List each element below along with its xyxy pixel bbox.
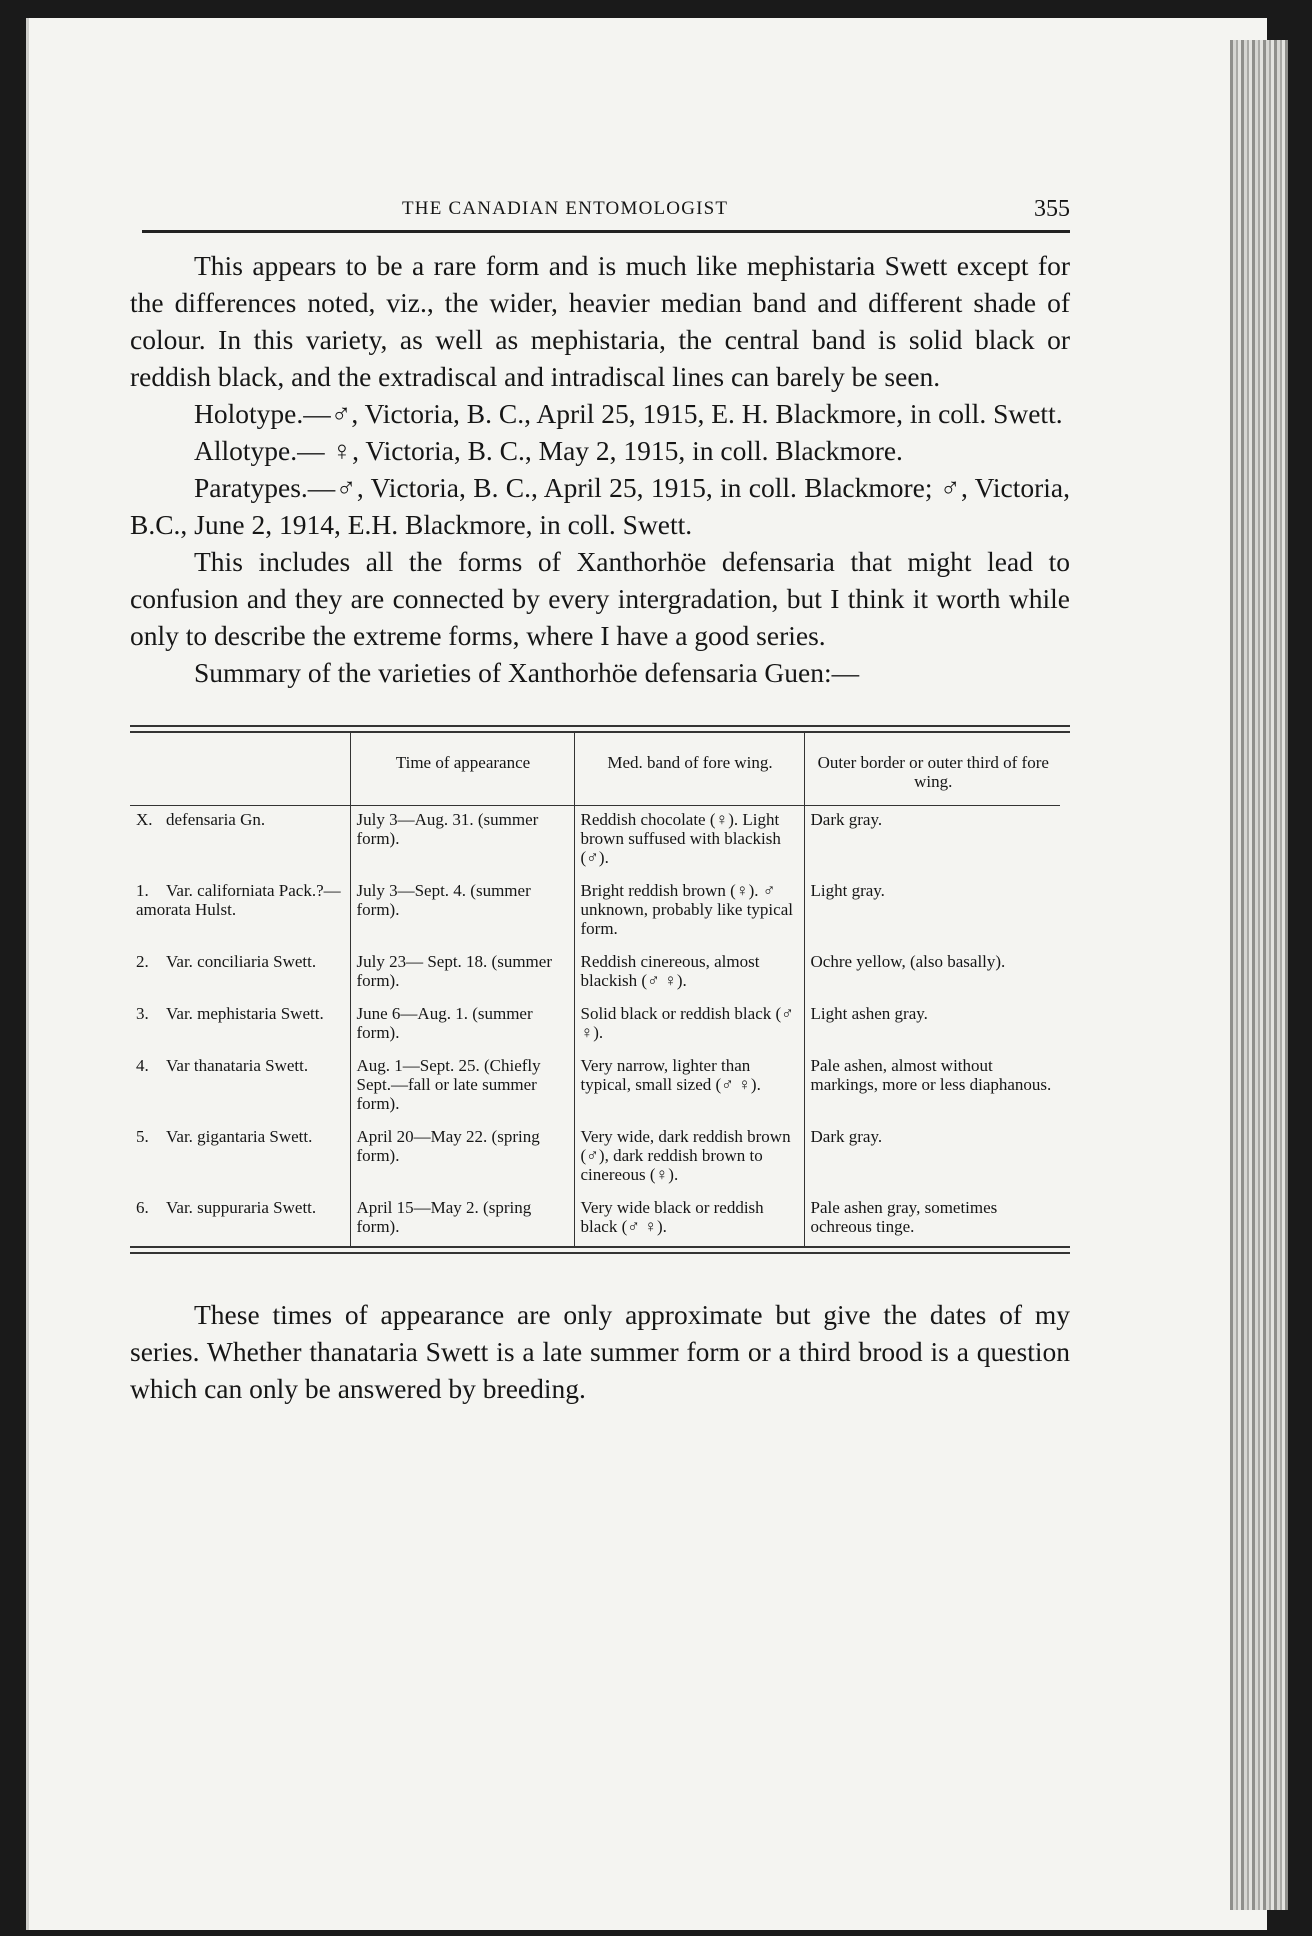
variety-cell [130,1000,350,1052]
summary-table-block [130,725,1070,1254]
allotype-record: Allotype.— ♀, Victoria, B. C., May 2, 1915, in coll. Blackmore. [194,435,903,466]
closing-text [130,1296,1070,1407]
header-border: Outer border or outer third of fore wing. [804,733,1060,806]
border-cell: Dark gray. [804,806,1060,878]
table-row [130,1123,1060,1194]
variety-number: 2. [136,952,149,971]
variety-name: Var. californiata Pack.?—amorata Hulst. [136,881,341,919]
time-cell: Aug. 1—Sept. 25. (Chiefly Sept.—fall or late summer form). [350,1052,574,1123]
band-cell: Very wide black or reddish black (♂ ♀). [574,1194,804,1246]
border-cell: Light ashen gray. [804,1000,1060,1052]
variety-name: defensaria Gn. [166,810,266,829]
page-number: 355 [1034,196,1070,222]
table-row [130,948,1060,1000]
band-cell: Reddish cinereous, almost blackish (♂ ♀). [574,948,804,1000]
holotype-record: Holotype.—♂, Victoria, B. C., April 25, 1915, E. H. Blackmore, in coll. Swett. [194,398,1063,429]
paratypes-record: Paratypes.—♂, Victoria, B. C., April 25, 1915, in coll. Blackmore; ♂, Victoria, B.C., June 2, 1914, E.H. Blackmore, in coll. Swett. [130,472,1070,540]
table-row [130,877,1060,948]
table-body [130,806,1060,1247]
time-cell: June 6—Aug. 1. (summer form). [350,1000,574,1052]
band-cell: Solid black or reddish black (♂ ♀). [574,1000,804,1052]
band-cell: Reddish chocolate (♀). Light brown suffused with blackish (♂). [574,806,804,878]
variety-name: Var thanataria Swett. [166,1056,309,1075]
header-variety [130,733,350,806]
variety-cell [130,877,350,948]
body-text [130,247,1070,691]
band-cell: Very narrow, lighter than typical, small sized (♂ ♀). [574,1052,804,1123]
time-cell: July 3—Sept. 4. (summer form). [350,877,574,948]
variety-cell [130,806,350,878]
table-row [130,806,1060,878]
variety-name: Var. gigantaria Swett. [166,1127,313,1146]
table-row [130,1194,1060,1246]
variety-cell [130,948,350,1000]
variety-number: 5. [136,1127,149,1146]
table-row [130,1000,1060,1052]
time-cell: July 23— Sept. 18. (summer form). [350,948,574,1000]
band-cell: Very wide, dark reddish brown (♂), dark reddish brown to cinereous (♀). [574,1123,804,1194]
variety-cell [130,1052,350,1123]
time-cell: July 3—Aug. 31. (summer form). [350,806,574,878]
summary-heading: Summary of the varieties of Xanthorhöe defensaria Guen:— [194,657,860,688]
variety-number: 4. [136,1056,149,1075]
journal-title: THE CANADIAN ENTOMOLOGIST [402,198,729,219]
table-header-row [130,733,1060,806]
variety-number: 3. [136,1004,149,1023]
variety-cell [130,1123,350,1194]
page-content [130,190,1070,1407]
border-cell: Light gray. [804,877,1060,948]
closing-paragraph: These times of appearance are only approximate but give the dates of my series. Whether thanataria Swett is a late summer form or a third brood is a question which can only be answered by breeding. [130,1299,1070,1404]
variety-cell [130,1194,350,1246]
variety-number: X. [136,810,153,829]
border-cell: Pale ashen gray, sometimes ochreous tinge. [804,1194,1060,1246]
time-cell: April 15—May 2. (spring form). [350,1194,574,1246]
table-top-rule [130,725,1070,733]
varieties-table [130,733,1060,1246]
time-cell: April 20—May 22. (spring form). [350,1123,574,1194]
page-edge [1230,40,1288,1910]
variety-number: 1. [136,881,149,900]
variety-name: Var. suppuraria Swett. [166,1198,317,1217]
header-time: Time of appearance [350,733,574,806]
variety-name: Var. conciliaria Swett. [166,952,317,971]
border-cell: Pale ashen, almost without markings, more or less diaphanous. [804,1052,1060,1123]
paragraph-description: This appears to be a rare form and is much like mephistaria Swett except for the differences noted, viz., the wider, heavier median band and different shade of colour. In this variety, as well as mephistaria, the central band is solid black or reddish black, and the extradiscal and intradiscal lines can barely be seen. [130,250,1070,392]
running-head [142,190,1070,233]
border-cell: Dark gray. [804,1123,1060,1194]
table-row [130,1052,1060,1123]
table-bottom-rule [130,1246,1070,1254]
variety-number: 6. [136,1198,149,1217]
header-band: Med. band of fore wing. [574,733,804,806]
border-cell: Ochre yellow, (also basally). [804,948,1060,1000]
paragraph-forms: This includes all the forms of Xanthorhöe defensaria that might lead to confusion and they are connected by every intergradation, but I think it worth while only to describe the extreme forms, where I have a good series. [130,546,1070,651]
band-cell: Bright reddish brown (♀). ♂ unknown, probably like typical form. [574,877,804,948]
variety-name: Var. mephistaria Swett. [166,1004,324,1023]
